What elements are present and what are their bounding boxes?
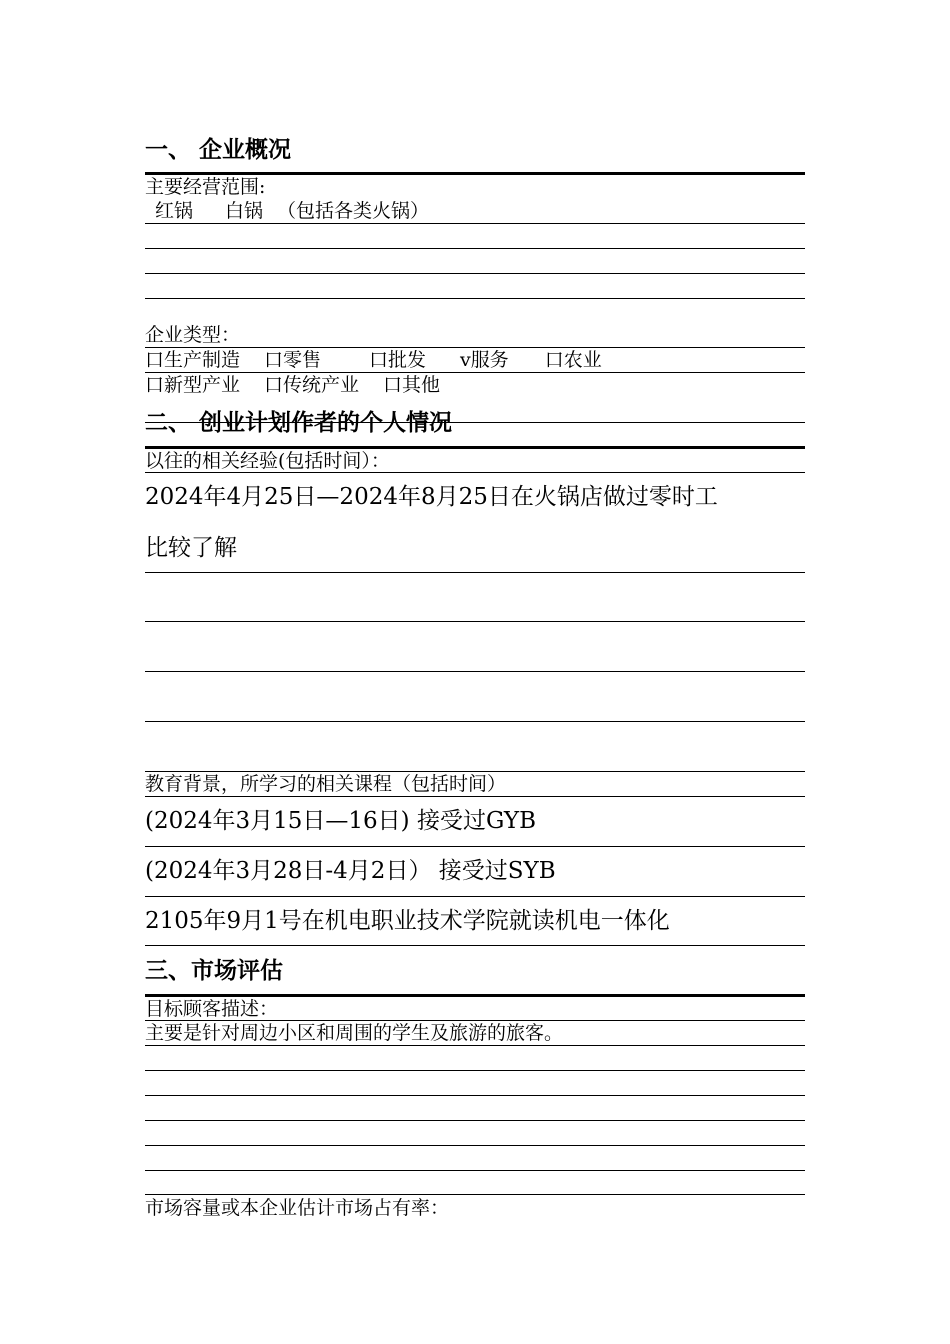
form-line [145,298,805,299]
type-option-new-industry: 口新型产业 [145,374,241,396]
type-option-traditional-industry: 口传统产业 [264,374,360,396]
section-heading-overview: 一、 企业概况 [145,136,292,163]
market-capacity-label: 市场容量或本企业估计市场占有率： [145,1197,450,1219]
form-line [145,1095,805,1096]
type-row-1 [145,348,602,372]
target-customer-text: 主要是针对周边小区和周围的学生及旅游的旅客。 [145,1022,564,1044]
scope-items [155,199,429,223]
education-item-gyb: (2024年3月15日—16日) 接受过GYB [145,808,537,834]
type-option-manufacturing: 口生产制造 [145,349,241,371]
form-line [145,223,805,224]
type-option-wholesale: 口批发 [369,349,427,371]
form-line [145,472,805,473]
form-line [145,1045,805,1046]
form-line [145,273,805,274]
form-line [145,945,805,946]
type-option-agriculture: 口农业 [544,349,602,371]
type-label: 企业类型： [145,324,241,346]
scope-item-red-pot: 红锅 [155,200,194,222]
education-item-college: 2105年9月1号在机电职业技术学院就读机电一体化 [145,908,670,934]
form-line [145,1194,805,1195]
education-item-syb: (2024年3月28日-4月2日） 接受过SYB [145,858,556,884]
target-customer-label: 目标顾客描述： [145,998,279,1020]
form-line [145,896,805,897]
type-option-other: 口其他 [383,374,441,396]
experience-text-line-2: 比较了解 [145,535,237,561]
type-row-2 [145,373,440,397]
form-line [145,621,805,622]
form-line [145,671,805,672]
scope-item-white-pot: 白锅 [225,200,264,222]
section-heading-author: 二、 创业计划作者的个人情况 [145,409,453,436]
form-line [145,1070,805,1071]
form-line [145,721,805,722]
form-line [145,1120,805,1121]
experience-label: 以往的相关经验(包括时间）： [145,450,390,472]
scope-item-note: （包括各类火锅） [277,200,430,222]
scope-label: 主要经营范围: [145,176,266,198]
education-label: 教育背景，所学习的相关课程（包括时间） [145,773,507,795]
type-option-retail: 口零售 [264,349,322,371]
form-line [145,572,805,573]
form-line [145,1145,805,1146]
experience-text-line-1: 2024年4月25日—2024年8月25日在火锅店做过零时工 [145,484,718,510]
form-line [145,796,805,797]
form-line [145,422,805,423]
section-heading-market: 三、市场评估 [145,957,283,984]
form-line [145,846,805,847]
type-option-service: v服务 [460,349,509,371]
form-line [145,1170,805,1171]
form-line [145,248,805,249]
